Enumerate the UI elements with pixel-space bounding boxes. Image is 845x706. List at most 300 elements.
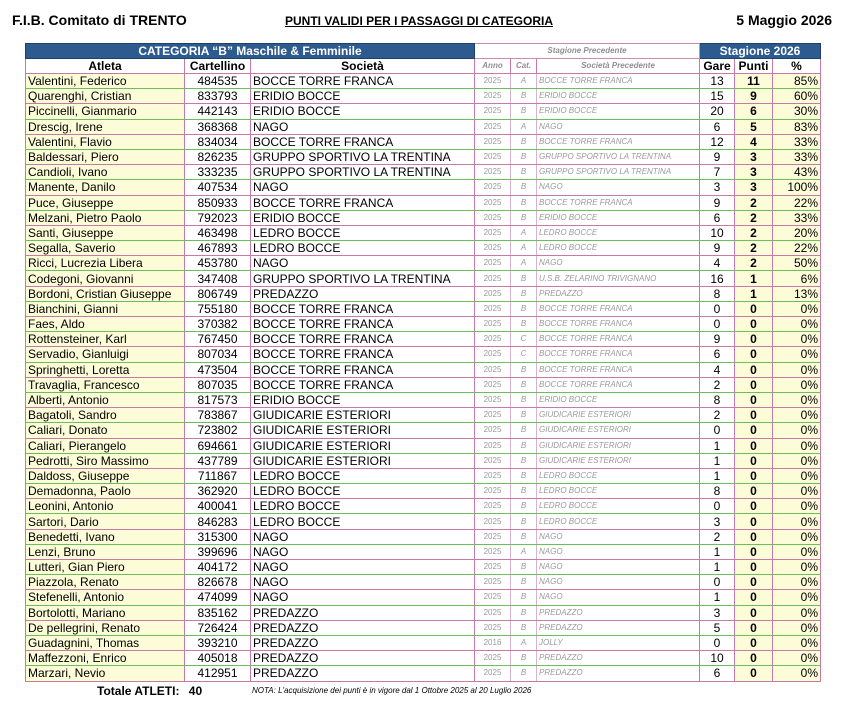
cell-societa: GIUDICARIE ESTERIORI [251, 423, 475, 438]
table-row [26, 347, 821, 362]
cell-punti: 0 [735, 438, 773, 453]
cell-atleta: Stefenelli, Antonio [26, 590, 185, 605]
cell-anno: 2025 [475, 210, 511, 225]
cell-cat: A [511, 225, 537, 240]
table-row [26, 514, 821, 529]
cell-anno: 2025 [475, 317, 511, 332]
cell-cat: B [511, 362, 537, 377]
cell-punti: 0 [735, 377, 773, 392]
cell-gare: 9 [700, 332, 735, 347]
cell-cartellino: 368368 [185, 119, 251, 134]
cell-anno: 2025 [475, 256, 511, 271]
cell-punti: 0 [735, 453, 773, 468]
cell-cat: B [511, 453, 537, 468]
cell-cartellino: 767450 [185, 332, 251, 347]
table-row [26, 210, 821, 225]
table-row [26, 590, 821, 605]
cell-gare: 16 [700, 271, 735, 286]
cell-cat: B [511, 514, 537, 529]
cell-punti: 4 [735, 134, 773, 149]
cell-societa-prec: LEDRO BOCCE [537, 514, 700, 529]
cell-societa-prec: BOCCE TORRE FRANCA [537, 74, 700, 89]
cell-cat: B [511, 651, 537, 666]
cell-cartellino: 807034 [185, 347, 251, 362]
cell-atleta: Maffezzoni, Enrico [26, 651, 185, 666]
cell-pct: 100% [773, 180, 821, 195]
cell-societa-prec: NAGO [537, 590, 700, 605]
cell-cat: B [511, 195, 537, 210]
cell-societa-prec: PREDAZZO [537, 620, 700, 635]
table-row [26, 89, 821, 104]
cell-pct: 85% [773, 74, 821, 89]
cell-anno: 2025 [475, 180, 511, 195]
cell-punti: 0 [735, 468, 773, 483]
cell-anno: 2025 [475, 89, 511, 104]
cell-pct: 22% [773, 241, 821, 256]
cell-societa: GIUDICARIE ESTERIORI [251, 408, 475, 423]
cell-societa-prec: LEDRO BOCCE [537, 241, 700, 256]
cell-punti: 0 [735, 423, 773, 438]
cell-gare: 7 [700, 165, 735, 180]
cell-punti: 0 [735, 605, 773, 620]
table-row [26, 392, 821, 407]
cell-anno: 2025 [475, 301, 511, 316]
cell-gare: 6 [700, 666, 735, 681]
cell-societa: NAGO [251, 119, 475, 134]
table-row [26, 180, 821, 195]
cell-atleta: Caliari, Pierangelo [26, 438, 185, 453]
table-row [26, 453, 821, 468]
cell-societa-prec: PREDAZZO [537, 651, 700, 666]
committee-title: F.I.B. Comitato di TRENTO [12, 12, 187, 28]
cell-anno: 2025 [475, 560, 511, 575]
cell-anno: 2025 [475, 74, 511, 89]
cell-punti: 0 [735, 544, 773, 559]
cell-punti: 11 [735, 74, 773, 89]
cell-anno: 2025 [475, 438, 511, 453]
cell-pct: 0% [773, 408, 821, 423]
cell-anno: 2025 [475, 134, 511, 149]
cell-atleta: Travaglia, Francesco [26, 377, 185, 392]
cell-gare: 9 [700, 241, 735, 256]
cell-pct: 33% [773, 149, 821, 164]
table-row [26, 651, 821, 666]
category-title: CATEGORIA “B” Maschile & Femminile [26, 44, 475, 59]
cell-punti: 2 [735, 225, 773, 240]
cell-societa-prec: LEDRO BOCCE [537, 225, 700, 240]
cell-societa-prec: GIUDICARIE ESTERIORI [537, 438, 700, 453]
cell-pct: 0% [773, 301, 821, 316]
cell-cat: B [511, 408, 537, 423]
cell-gare: 0 [700, 499, 735, 514]
cell-cat: C [511, 347, 537, 362]
cell-societa: GIUDICARIE ESTERIORI [251, 438, 475, 453]
cell-cat: A [511, 241, 537, 256]
cell-anno: 2025 [475, 544, 511, 559]
cell-societa: NAGO [251, 575, 475, 590]
cell-societa-prec: GRUPPO SPORTIVO LA TRENTINA [537, 149, 700, 164]
cell-atleta: De pellegrini, Renato [26, 620, 185, 635]
cell-gare: 8 [700, 286, 735, 301]
cell-cat: B [511, 301, 537, 316]
cell-cartellino: 484535 [185, 74, 251, 89]
cell-cartellino: 405018 [185, 651, 251, 666]
cell-pct: 0% [773, 392, 821, 407]
cell-societa: LEDRO BOCCE [251, 514, 475, 529]
cell-punti: 0 [735, 347, 773, 362]
cell-gare: 12 [700, 134, 735, 149]
cell-atleta: Piazzola, Renato [26, 575, 185, 590]
cell-anno: 2025 [475, 377, 511, 392]
cell-societa-prec: NAGO [537, 575, 700, 590]
cell-atleta: Piccinelli, Gianmario [26, 104, 185, 119]
cell-punti: 2 [735, 210, 773, 225]
cell-atleta: Puce, Giuseppe [26, 195, 185, 210]
cell-cat: A [511, 74, 537, 89]
cell-anno: 2025 [475, 241, 511, 256]
cell-societa: ERIDIO BOCCE [251, 89, 475, 104]
cell-pct: 0% [773, 499, 821, 514]
cell-pct: 0% [773, 620, 821, 635]
table-row [26, 468, 821, 483]
col-cartellino: Cartellino [185, 59, 251, 74]
cell-pct: 0% [773, 317, 821, 332]
cell-pct: 0% [773, 423, 821, 438]
cell-atleta: Daldoss, Giuseppe [26, 468, 185, 483]
cell-punti: 0 [735, 620, 773, 635]
cell-societa: GRUPPO SPORTIVO LA TRENTINA [251, 149, 475, 164]
cell-punti: 0 [735, 575, 773, 590]
cell-societa: BOCCE TORRE FRANCA [251, 362, 475, 377]
cell-cat: B [511, 286, 537, 301]
cell-cartellino: 437789 [185, 453, 251, 468]
cell-atleta: Demadonna, Paolo [26, 484, 185, 499]
cell-punti: 5 [735, 119, 773, 134]
cell-societa: ERIDIO BOCCE [251, 104, 475, 119]
cell-gare: 10 [700, 651, 735, 666]
cell-pct: 0% [773, 468, 821, 483]
cell-gare: 3 [700, 180, 735, 195]
cell-atleta: Bortolotti, Mariano [26, 605, 185, 620]
table-row [26, 301, 821, 316]
col-anno: Anno [475, 59, 511, 74]
cell-anno: 2025 [475, 499, 511, 514]
cell-punti: 1 [735, 286, 773, 301]
cell-anno: 2025 [475, 514, 511, 529]
cell-societa-prec: GIUDICARIE ESTERIORI [537, 408, 700, 423]
cell-societa: NAGO [251, 560, 475, 575]
cell-punti: 0 [735, 499, 773, 514]
previous-season-header: Stagione Precedente [475, 44, 700, 59]
cell-cartellino: 850933 [185, 195, 251, 210]
cell-atleta: Leonini, Antonio [26, 499, 185, 514]
cell-anno: 2025 [475, 119, 511, 134]
document-title: PUNTI VALIDI PER I PASSAGGI DI CATEGORIA [285, 14, 554, 28]
cell-pct: 0% [773, 484, 821, 499]
cell-societa-prec: BOCCE TORRE FRANCA [537, 301, 700, 316]
cell-atleta: Drescig, Irene [26, 119, 185, 134]
table-row [26, 256, 821, 271]
cell-gare: 10 [700, 225, 735, 240]
current-season-header: Stagione 2026 [700, 44, 821, 59]
cell-societa: NAGO [251, 529, 475, 544]
cell-societa-prec: PREDAZZO [537, 605, 700, 620]
cell-gare: 1 [700, 453, 735, 468]
cell-societa: LEDRO BOCCE [251, 484, 475, 499]
cell-cat: B [511, 499, 537, 514]
cell-cartellino: 347408 [185, 271, 251, 286]
cell-societa: LEDRO BOCCE [251, 499, 475, 514]
cell-cat: B [511, 210, 537, 225]
cell-cat: B [511, 666, 537, 681]
cell-anno: 2025 [475, 149, 511, 164]
cell-atleta: Santi, Giuseppe [26, 225, 185, 240]
cell-anno: 2025 [475, 408, 511, 423]
cell-societa-prec: NAGO [537, 560, 700, 575]
cell-atleta: Valentini, Flavio [26, 134, 185, 149]
total-value: 40 [188, 684, 203, 698]
cell-punti: 1 [735, 271, 773, 286]
table-row [26, 134, 821, 149]
cell-cartellino: 453780 [185, 256, 251, 271]
cell-gare: 2 [700, 377, 735, 392]
cell-cartellino: 694661 [185, 438, 251, 453]
cell-societa: BOCCE TORRE FRANCA [251, 347, 475, 362]
table-row [26, 332, 821, 347]
table-row [26, 317, 821, 332]
cell-atleta: Springhetti, Loretta [26, 362, 185, 377]
cell-societa-prec: NAGO [537, 119, 700, 134]
cell-societa-prec: ERIDIO BOCCE [537, 392, 700, 407]
cell-punti: 0 [735, 514, 773, 529]
cell-societa: PREDAZZO [251, 620, 475, 635]
cell-cartellino: 400041 [185, 499, 251, 514]
cell-atleta: Melzani, Pietro Paolo [26, 210, 185, 225]
cell-anno: 2025 [475, 271, 511, 286]
cell-punti: 0 [735, 392, 773, 407]
cell-societa: LEDRO BOCCE [251, 241, 475, 256]
cell-cat: B [511, 620, 537, 635]
cell-pct: 0% [773, 666, 821, 681]
cell-societa: BOCCE TORRE FRANCA [251, 74, 475, 89]
cell-cartellino: 792023 [185, 210, 251, 225]
cell-gare: 4 [700, 362, 735, 377]
cell-cat: B [511, 149, 537, 164]
cell-gare: 15 [700, 89, 735, 104]
cell-atleta: Lutteri, Gian Piero [26, 560, 185, 575]
cell-cartellino: 362920 [185, 484, 251, 499]
cell-atleta: Guadagnini, Thomas [26, 635, 185, 650]
cell-atleta: Manente, Danilo [26, 180, 185, 195]
cell-anno: 2025 [475, 286, 511, 301]
cell-cat: B [511, 438, 537, 453]
cell-gare: 9 [700, 195, 735, 210]
col-societa-prec: Società Precedente [537, 59, 700, 74]
total-athletes [97, 684, 202, 698]
cell-gare: 20 [700, 104, 735, 119]
cell-gare: 1 [700, 468, 735, 483]
cell-anno: 2016 [475, 635, 511, 650]
cell-cartellino: 826678 [185, 575, 251, 590]
cell-cartellino: 404172 [185, 560, 251, 575]
cell-pct: 0% [773, 362, 821, 377]
cell-societa-prec: JOLLY [537, 635, 700, 650]
cell-gare: 5 [700, 620, 735, 635]
table-row [26, 377, 821, 392]
cell-societa-prec: PREDAZZO [537, 286, 700, 301]
cell-pct: 0% [773, 347, 821, 362]
cell-societa: PREDAZZO [251, 286, 475, 301]
cell-pct: 43% [773, 165, 821, 180]
cell-atleta: Quarenghi, Cristian [26, 89, 185, 104]
cell-cat: B [511, 560, 537, 575]
ranking-table [25, 43, 821, 682]
cell-atleta: Caliari, Donato [26, 423, 185, 438]
cell-societa: PREDAZZO [251, 666, 475, 681]
cell-cat: B [511, 271, 537, 286]
cell-cat: B [511, 165, 537, 180]
col-gare: Gare [700, 59, 735, 74]
cell-atleta: Sartori, Dario [26, 514, 185, 529]
cell-societa: BOCCE TORRE FRANCA [251, 332, 475, 347]
cell-cartellino: 467893 [185, 241, 251, 256]
table-row [26, 271, 821, 286]
cell-punti: 0 [735, 408, 773, 423]
cell-societa: BOCCE TORRE FRANCA [251, 317, 475, 332]
table-row [26, 286, 821, 301]
cell-societa: NAGO [251, 256, 475, 271]
cell-pct: 0% [773, 651, 821, 666]
cell-societa-prec: LEDRO BOCCE [537, 468, 700, 483]
cell-societa-prec: NAGO [537, 529, 700, 544]
cell-anno: 2025 [475, 195, 511, 210]
cell-punti: 0 [735, 317, 773, 332]
cell-punti: 0 [735, 590, 773, 605]
cell-anno: 2025 [475, 332, 511, 347]
cell-cartellino: 442143 [185, 104, 251, 119]
cell-cartellino: 407534 [185, 180, 251, 195]
cell-pct: 30% [773, 104, 821, 119]
cell-atleta: Segalla, Saverio [26, 241, 185, 256]
table-row [26, 605, 821, 620]
cell-anno: 2025 [475, 590, 511, 605]
cell-atleta: Lenzi, Bruno [26, 544, 185, 559]
table-row [26, 544, 821, 559]
col-punti: Punti [735, 59, 773, 74]
cell-pct: 0% [773, 575, 821, 590]
cell-anno: 2025 [475, 529, 511, 544]
cell-punti: 0 [735, 635, 773, 650]
cell-atleta: Codegoni, Giovanni [26, 271, 185, 286]
table-row [26, 241, 821, 256]
table-row [26, 225, 821, 240]
cell-cartellino: 833793 [185, 89, 251, 104]
cell-cartellino: 463498 [185, 225, 251, 240]
table-row [26, 575, 821, 590]
col-cat: Cat. [511, 59, 537, 74]
cell-societa: BOCCE TORRE FRANCA [251, 377, 475, 392]
cell-pct: 22% [773, 195, 821, 210]
cell-anno: 2025 [475, 651, 511, 666]
cell-atleta: Marzari, Nevio [26, 666, 185, 681]
cell-punti: 3 [735, 180, 773, 195]
cell-gare: 8 [700, 484, 735, 499]
cell-pct: 0% [773, 605, 821, 620]
cell-societa: GRUPPO SPORTIVO LA TRENTINA [251, 165, 475, 180]
cell-pct: 33% [773, 210, 821, 225]
cell-cartellino: 474099 [185, 590, 251, 605]
col-atleta: Atleta [26, 59, 185, 74]
table-body [26, 74, 821, 682]
cell-pct: 6% [773, 271, 821, 286]
cell-societa-prec: ERIDIO BOCCE [537, 210, 700, 225]
cell-cartellino: 846283 [185, 514, 251, 529]
cell-gare: 3 [700, 605, 735, 620]
cell-cat: A [511, 635, 537, 650]
cell-cartellino: 826235 [185, 149, 251, 164]
cell-societa: LEDRO BOCCE [251, 225, 475, 240]
validity-note: NOTA: L'acquisizione dei punti è in vigore dal 1 Ottobre 2025 al 20 Luglio 2026 [252, 686, 532, 695]
cell-gare: 0 [700, 317, 735, 332]
cell-punti: 6 [735, 104, 773, 119]
table-row [26, 195, 821, 210]
cell-pct: 60% [773, 89, 821, 104]
cell-punti: 0 [735, 301, 773, 316]
table-row [26, 484, 821, 499]
cell-anno: 2025 [475, 423, 511, 438]
table-row [26, 119, 821, 134]
cell-punti: 0 [735, 362, 773, 377]
cell-societa-prec: BOCCE TORRE FRANCA [537, 195, 700, 210]
cell-societa-prec: BOCCE TORRE FRANCA [537, 377, 700, 392]
cell-gare: 1 [700, 544, 735, 559]
table-row [26, 423, 821, 438]
cell-societa-prec: U.S.B. ZELARINO TRIVIGNANO [537, 271, 700, 286]
cell-societa: ERIDIO BOCCE [251, 392, 475, 407]
cell-punti: 2 [735, 195, 773, 210]
cell-cat: B [511, 605, 537, 620]
total-label: Totale ATLETI: [97, 684, 180, 698]
cell-pct: 0% [773, 544, 821, 559]
table-row [26, 362, 821, 377]
cell-cartellino: 835162 [185, 605, 251, 620]
cell-societa-prec: ERIDIO BOCCE [537, 89, 700, 104]
cell-pct: 20% [773, 225, 821, 240]
cell-societa-prec: GIUDICARIE ESTERIORI [537, 423, 700, 438]
cell-gare: 6 [700, 210, 735, 225]
cell-punti: 3 [735, 149, 773, 164]
cell-pct: 0% [773, 514, 821, 529]
table-row [26, 620, 821, 635]
cell-cartellino: 333235 [185, 165, 251, 180]
cell-societa-prec: ERIDIO BOCCE [537, 104, 700, 119]
cell-cat: B [511, 134, 537, 149]
cell-cat: A [511, 119, 537, 134]
cell-cat: B [511, 468, 537, 483]
table-row [26, 149, 821, 164]
cell-gare: 2 [700, 408, 735, 423]
cell-gare: 8 [700, 392, 735, 407]
cell-societa-prec: BOCCE TORRE FRANCA [537, 362, 700, 377]
cell-societa: NAGO [251, 180, 475, 195]
cell-anno: 2025 [475, 347, 511, 362]
cell-gare: 6 [700, 347, 735, 362]
col-societa: Società [251, 59, 475, 74]
cell-cartellino: 755180 [185, 301, 251, 316]
cell-cat: B [511, 89, 537, 104]
cell-cat: B [511, 104, 537, 119]
cell-punti: 0 [735, 529, 773, 544]
